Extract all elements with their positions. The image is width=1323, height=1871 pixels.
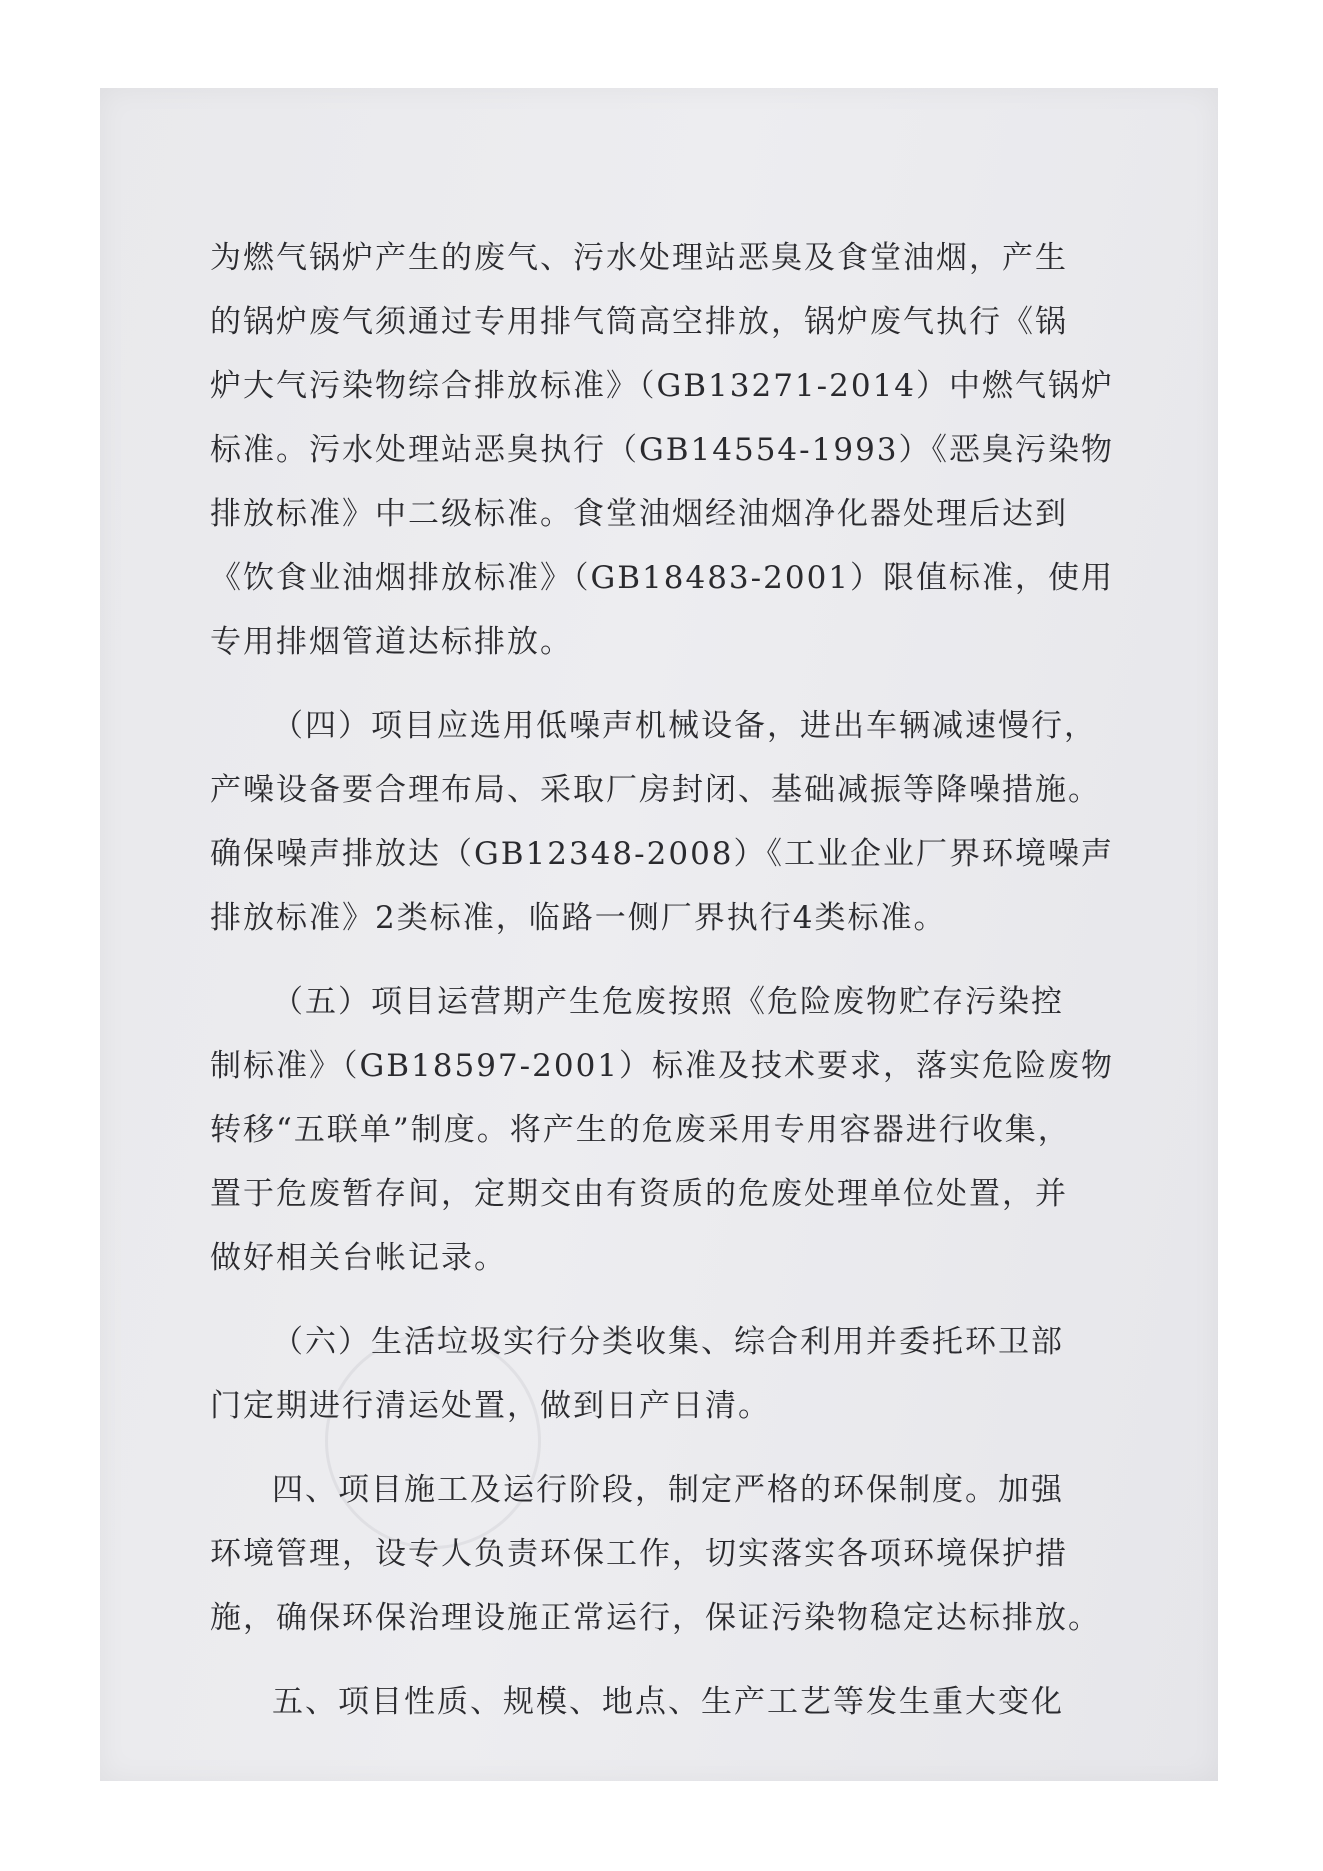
text-line: 转移“五联单”制度。将产生的危废采用专用容器进行收集， — [210, 1112, 1071, 1148]
text-line: 排放标准》2类标准，临路一侧厂界执行4类标准。 — [210, 900, 947, 936]
text-line: 做好相关台帐记录。 — [210, 1240, 507, 1276]
text-line: 标准。污水处理站恶臭执行（GB14554-1993）《恶臭污染物 — [210, 432, 1115, 468]
text-line: 门定期进行清运处置，做到日产日清。 — [210, 1388, 771, 1424]
text-line: 制标准》（GB18597-2001）标准及技术要求，落实危险废物 — [210, 1048, 1115, 1084]
text-line: 排放标准》中二级标准。食堂油烟经油烟净化器处理后达到 — [210, 496, 1068, 532]
paragraph-start-line: 五、项目性质、规模、地点、生产工艺等发生重大变化 — [272, 1684, 1064, 1720]
text-line: 产噪设备要合理布局、采取厂房封闭、基础减振等降噪措施。 — [210, 772, 1101, 808]
paper-sheet — [100, 88, 1218, 1781]
faded-seal-stamp — [325, 1333, 541, 1549]
paragraph-start-line: （四）项目应选用低噪声机械设备，进出车辆减速慢行， — [272, 708, 1097, 744]
text-line: 专用排烟管道达标排放。 — [210, 624, 573, 660]
text-line: 炉大气污染物综合排放标准》（GB13271-2014）中燃气锅炉 — [210, 368, 1115, 404]
paragraph-start-line: （五）项目运营期产生危废按照《危险废物贮存污染控 — [272, 984, 1064, 1020]
text-line: 的锅炉废气须通过专用排气筒高空排放，锅炉废气执行《锅 — [210, 304, 1068, 340]
text-line: 置于危废暂存间，定期交由有资质的危废处理单位处置，并 — [210, 1176, 1068, 1212]
text-line: 施，确保环保治理设施正常运行，保证污染物稳定达标排放。 — [210, 1600, 1101, 1636]
paragraph-start-line: 四、项目施工及运行阶段，制定严格的环保制度。加强 — [272, 1472, 1064, 1508]
text-line: 为燃气锅炉产生的废气、污水处理站恶臭及食堂油烟，产生 — [210, 240, 1068, 276]
text-line: 环境管理，设专人负责环保工作，切实落实各项环境保护措 — [210, 1536, 1068, 1572]
text-line: 《饮食业油烟排放标准》（GB18483-2001）限值标准，使用 — [210, 560, 1115, 596]
text-line: 确保噪声排放达（GB12348-2008）《工业企业厂界环境噪声 — [210, 836, 1115, 872]
paragraph-start-line: （六）生活垃圾实行分类收集、综合利用并委托环卫部 — [272, 1324, 1064, 1360]
